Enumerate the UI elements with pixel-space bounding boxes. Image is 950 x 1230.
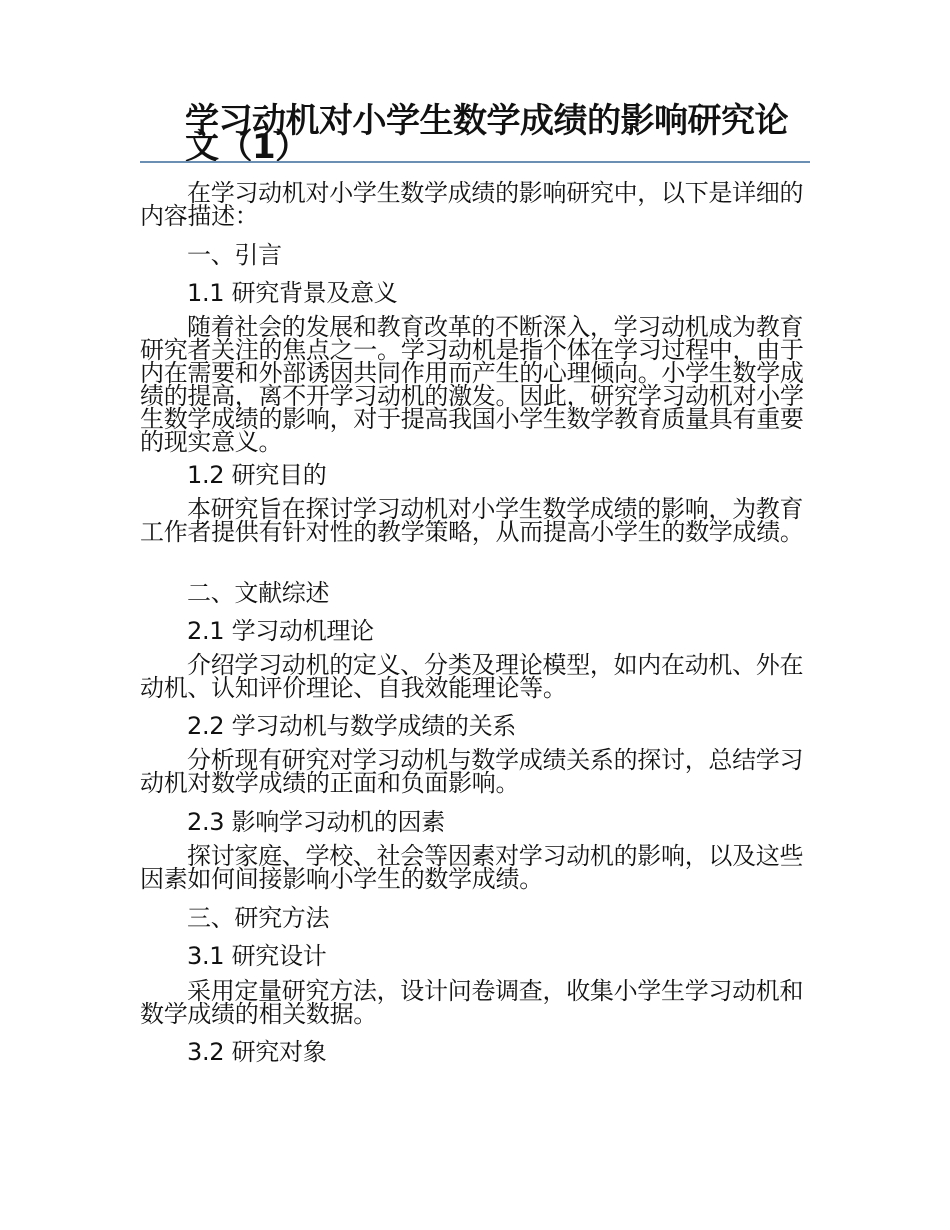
subsection-heading-purpose: 1.2 研究目的	[187, 461, 327, 489]
section-heading-introduction: 一、引言	[187, 241, 282, 269]
paragraph-relationship: 分析现有研究对学习动机与数学成绩关系的探讨，总结学习动机对数学成绩的正面和负面影响。	[140, 746, 804, 797]
paragraph-factors: 探讨家庭、学校、社会等因素对学习动机的影响，以及这些因素如何间接影响小学生的数学成绩。	[140, 842, 804, 893]
paragraph-background: 随着社会的发展和教育改革的不断深入，学习动机成为教育研究者关注的焦点之一。学习动机是指个体在学习过程中，由于内在需要和外部诱因共同作用而产生的心理倾向。小学生数学成绩的提高，离不开学习动机的激发。因此，研究学习动机对小学生数学成绩的影响，对于提高我国小学生数学教育质量具有重要的现实意义。	[140, 313, 804, 456]
paragraph-purpose: 本研究旨在探讨学习动机对小学生数学成绩的影响，为教育工作者提供有针对性的教学策略，从而提高小学生的数学成绩。	[140, 495, 804, 546]
document-title: 学习动机对小学生数学成绩的影响研究论文（1）	[185, 101, 788, 167]
paragraph-design: 采用定量研究方法，设计问卷调查，收集小学生学习动机和数学成绩的相关数据。	[140, 977, 804, 1028]
subsection-heading-design: 3.1 研究设计	[187, 942, 327, 970]
subsection-heading-factors: 2.3 影响学习动机的因素	[187, 808, 445, 836]
subsection-heading-relationship: 2.2 学习动机与数学成绩的关系	[187, 712, 516, 740]
intro-paragraph: 在学习动机对小学生数学成绩的影响研究中，以下是详细的内容描述：	[140, 179, 804, 230]
title-underline	[140, 161, 810, 163]
section-heading-literature: 二、文献综述	[187, 579, 330, 607]
paragraph-motivation-theory: 介绍学习动机的定义、分类及理论模型，如内在动机、外在动机、认知评价理论、自我效能理论等。	[140, 651, 804, 702]
subsection-heading-background: 1.1 研究背景及意义	[187, 279, 398, 307]
subsection-heading-motivation-theory: 2.1 学习动机理论	[187, 617, 374, 645]
section-heading-methods: 三、研究方法	[187, 904, 330, 932]
subsection-heading-subjects: 3.2 研究对象	[187, 1038, 327, 1066]
